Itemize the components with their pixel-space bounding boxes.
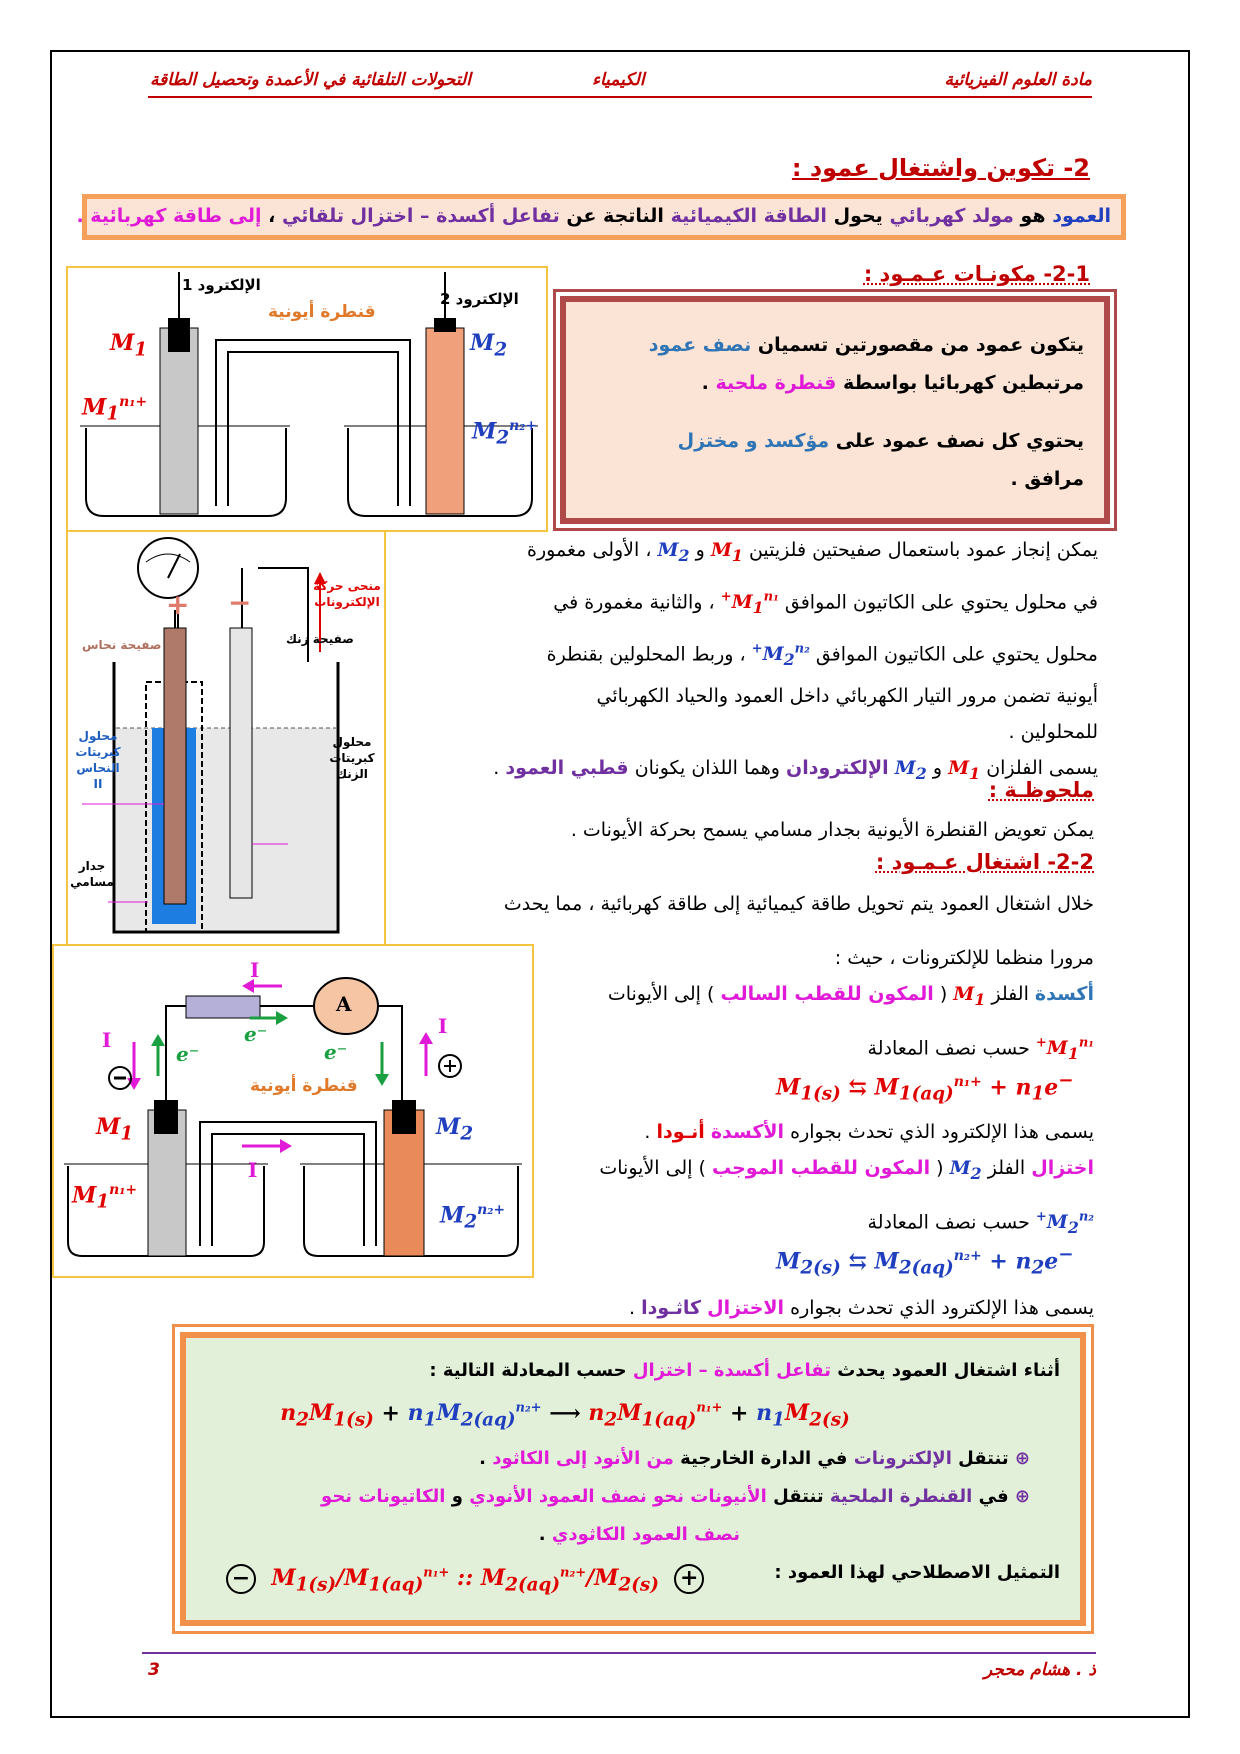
fig2-copper-solution-label: محلول كبريتات النحاس II xyxy=(75,729,121,791)
figure-3 xyxy=(52,944,534,1278)
red-M2: $M_2$ xyxy=(949,1157,982,1183)
sum-b2h: . xyxy=(538,1523,546,1545)
sum-b1d: من الأنود إلى الكاثود xyxy=(492,1447,674,1469)
fig3-current-right: I xyxy=(438,1014,448,1038)
figure-1 xyxy=(66,266,548,532)
def-t1: هو xyxy=(1020,205,1046,227)
comp-l2b: قنطرة ملحية xyxy=(715,372,837,394)
footer-author: ذ . هشام محجر xyxy=(983,1660,1096,1680)
components-box xyxy=(560,296,1110,524)
fig2-wall-label: جدار مسامي xyxy=(70,859,114,889)
fig1-M1-ion-label: $M_1^{n_1+}$ xyxy=(82,394,148,425)
sum-b2g: نصف العمود الكاثودي xyxy=(551,1523,740,1545)
p1-d: في محلول يحتوي على الكاتيون الموافق xyxy=(784,591,1098,614)
electrode-2 xyxy=(426,328,464,514)
fig3-current-arrowhead-right xyxy=(419,1032,433,1044)
def-t6: تفاعل أكسدة – اختزال تلقائي xyxy=(281,205,560,227)
def-t3: يحول xyxy=(833,205,883,227)
sum-b1c: في الدارة الخارجية xyxy=(680,1447,848,1469)
red-f: حسب نصف المعادلة xyxy=(867,1211,1030,1234)
ox-M1: $M_1$ xyxy=(953,983,986,1009)
p2-b: و xyxy=(932,757,943,780)
fig3-electron-arrowhead-top xyxy=(276,1011,288,1025)
fig3-ammeter-label: A xyxy=(336,992,352,1016)
header-unit: التحولات التلقائية في الأعمدة وتحصيل الطاقة xyxy=(150,70,471,90)
sum-b1e: . xyxy=(479,1447,487,1469)
def-t5: الناتجة عن xyxy=(566,205,664,227)
p2-M2: $M_2$ xyxy=(894,757,927,783)
ox-a: أكسدة xyxy=(1034,983,1094,1005)
comp-l1a: يتكون عمود من مقصورتين تسميان xyxy=(757,334,1084,356)
red-g: يسمى هذا الإلكترود الذي تحدث بجواره xyxy=(790,1297,1094,1319)
fig3-M1-ion-label: $M_1^{n_1+}$ xyxy=(72,1182,138,1213)
ox-f: حسب نصف المعادلة xyxy=(867,1037,1030,1060)
p1-a: يمكن إنجاز عمود باستعمال صفيحتين فلزيتين xyxy=(748,539,1098,561)
bridge-inner xyxy=(228,352,398,506)
electrode-1 xyxy=(160,328,198,514)
sum-b2e: و xyxy=(451,1485,463,1507)
fig2-minus: − xyxy=(228,586,252,619)
ox-i: أنـودا xyxy=(656,1121,705,1143)
header-rule xyxy=(148,96,1092,98)
ox-d: المكون للقطب السالب xyxy=(720,983,934,1005)
sum-b2b: القنطرة الملحية xyxy=(829,1485,973,1507)
footer-rule xyxy=(142,1652,1096,1654)
sum-l1a: أثناء اشتغال العمود يحدث xyxy=(837,1360,1060,1381)
p1-b: و xyxy=(695,539,705,561)
functioning-title: 2-2- اشتغال عـمـود : xyxy=(875,850,1094,874)
p1-M1: $M_1$ xyxy=(710,539,743,565)
fig3-resistor xyxy=(186,996,260,1018)
def-t4: الطاقة الكيميائية xyxy=(670,205,827,227)
electrode-2-clip xyxy=(434,318,456,332)
fig3-electron-left: e⁻ xyxy=(176,1042,200,1066)
red-b: الفلز xyxy=(987,1157,1026,1179)
red-i: كاثـودا xyxy=(641,1297,702,1319)
sum-l1c: حسب المعادلة التالية : xyxy=(429,1360,627,1381)
fig1-M1-label: $M_1$ xyxy=(110,330,148,361)
section-title: 2- تكوين واشتغال عمود : xyxy=(791,154,1090,182)
footer-page: 3 xyxy=(148,1660,160,1680)
comp-l1b: نصف عمود xyxy=(648,334,752,356)
fig3-electron-top: e⁻ xyxy=(244,1022,268,1046)
sum-b1a: تنتقل xyxy=(958,1447,1009,1469)
oxidation-equation: $M_{1(s)}$ ⇆ $M_{1(aq)}^{n_1+} + n_1e^-$ xyxy=(776,1070,1074,1105)
definition-box xyxy=(76,194,1126,240)
anode-text xyxy=(494,1114,1094,1150)
sum-b1b: الإلكترونات xyxy=(853,1447,952,1469)
fig3-electron-arrowhead-right xyxy=(375,1074,389,1086)
fig3-current-bridge: I xyxy=(248,1158,258,1182)
p2-M1: $M_1$ xyxy=(948,757,981,783)
red-c: ( xyxy=(936,1157,944,1179)
def-t8: إلى طاقة كهربائية . xyxy=(76,205,262,227)
p1-h: أيونية تضمن مرور التيار الكهربائي داخل العمود والحياد الكهربائي xyxy=(596,685,1098,708)
fig1-electrode2-label: الإلكترود 2 xyxy=(440,290,519,308)
fig2-copper-plate-label: صفيحة نحاس xyxy=(82,638,162,652)
fig3-M2-label: $M_2$ xyxy=(436,1114,474,1145)
header-branch: الكيمياء xyxy=(592,70,645,90)
bullet-1-icon: ⊕ xyxy=(1014,1447,1030,1469)
sum-rep: التمثيل الاصطلاحي لهذا العمود : xyxy=(774,1561,1060,1583)
red-h: الاختزال xyxy=(707,1297,785,1319)
summary-equation: $n_2M_{1(s)} + n_1M_{2(aq)}^{n_2+}$ ⟶ $n_2M_{1(aq)}^{n_1+} + n_1M_{2(s)}$ xyxy=(280,1400,850,1431)
comp-l2a: مرتبطين كهربائيا بواسطة xyxy=(842,372,1084,394)
fig3-electrode-2-clip xyxy=(392,1100,416,1134)
fig3-bridge-outer xyxy=(200,1122,376,1246)
red-e: ) إلى الأيونات xyxy=(599,1157,706,1179)
fig2-plus: + xyxy=(166,588,190,621)
bullet-2-icon: ⊕ xyxy=(1014,1485,1030,1507)
def-t7: ، xyxy=(268,205,276,227)
def-t2: مولد كهربائي xyxy=(889,205,1014,227)
note-text: يمكن تعويض القنطرة الأيونية بجدار مسامي يسمح بحركة الأيونات . xyxy=(570,819,1094,841)
comp-l4: مرافق . xyxy=(1010,468,1084,490)
sum-b2f: الكاتيونات نحو xyxy=(321,1485,446,1507)
fig1-M2-label: $M_2$ xyxy=(470,330,508,361)
p1-i: للمحلولين . xyxy=(1008,721,1098,744)
fig3-M2-ion-label: $M_2^{n_2+}$ xyxy=(440,1202,506,1233)
fig2-zinc-plate-label: صفيحة زنك xyxy=(286,632,354,646)
red-M2-ion: $M_2^{n_2+}$ xyxy=(1035,1209,1094,1237)
red-a: اختزال xyxy=(1031,1157,1094,1179)
red-d: المكون للقطب الموجب xyxy=(712,1157,931,1179)
p2-e: قطبي العمود xyxy=(505,757,629,780)
p2-f: . xyxy=(493,757,500,780)
fig3-electron-arrowhead-left xyxy=(151,1034,165,1046)
components-paragraph xyxy=(398,532,1098,792)
summary-box xyxy=(180,1332,1086,1626)
fig1-electrode1-label: الإلكترود 1 xyxy=(182,276,261,294)
header-subject: مادة العلوم الفيزيائية xyxy=(944,70,1092,90)
fig3-electrode-1-clip xyxy=(154,1100,178,1134)
fig2-zinc-plate xyxy=(230,628,252,898)
p1-g: ، وربط المحلولين بقنطرة xyxy=(546,643,746,666)
fig2-zinc-solution-label: محلول كبريتات الزنك xyxy=(329,735,375,781)
sum-l1b: تفاعل أكسدة – اختزال xyxy=(632,1360,832,1381)
reduction-text xyxy=(494,1150,1094,1246)
fig1-M2-ion-label: $M_2^{n_2+}$ xyxy=(472,418,538,449)
cathode-text xyxy=(194,1290,1094,1326)
fig3-current-left: I xyxy=(102,1028,112,1052)
components-title: 2-1- مكونـات عـمـود : xyxy=(863,262,1090,286)
def-term: العمود xyxy=(1052,205,1111,227)
fig2-direction-label: منحى حركة الإلكترونات xyxy=(313,579,381,609)
positive-pole-icon: + xyxy=(674,1564,704,1594)
red-j: . xyxy=(628,1297,636,1319)
electrode-1-clip xyxy=(168,318,190,352)
p1-e: ، والثانية مغمورة في xyxy=(553,591,715,614)
comp-l3b: مؤكسد و مختزل xyxy=(677,430,830,452)
ox-g: يسمى هذا الإلكترود الذي تحدث بجواره xyxy=(790,1121,1094,1143)
p1-M2: $M_2$ xyxy=(657,539,690,565)
oxidation-text xyxy=(494,976,1094,1072)
fig2-wire-right xyxy=(258,568,308,662)
ox-b: الفلز xyxy=(991,983,1029,1005)
sum-b2d: الأنيونات نحو نصف العمود الأنودي xyxy=(469,1485,767,1507)
sum-b2a: في xyxy=(978,1485,1009,1507)
ox-M1-ion: $M_1^{n_1+}$ xyxy=(1035,1035,1094,1063)
comp-l3a: يحتوي كل نصف عمود على xyxy=(835,430,1084,452)
reduction-equation: $M_{2(s)}$ ⇆ $M_{2(aq)}^{n_2+} + n_2e^-$ xyxy=(776,1244,1074,1279)
p1-f: محلول يحتوي على الكاتيون الموافق xyxy=(815,643,1098,666)
ox-e: ) إلى الأيونات xyxy=(607,983,715,1005)
functioning-line-1: خلال اشتغال العمود يتم تحويل طاقة كيميائية إلى طاقة كهربائية ، مما يحدث xyxy=(503,893,1094,915)
fig3-current-top: I xyxy=(250,958,260,982)
fig3-bridge-label: قنطرة أيونية xyxy=(250,1076,358,1096)
fig3-electron-right: e⁻ xyxy=(324,1040,348,1064)
fig3-M1-label: $M_1$ xyxy=(96,1114,134,1145)
fig2-copper-plate xyxy=(164,628,186,904)
fig3-bridge-inner xyxy=(212,1134,364,1246)
p1-c: ، الأولى مغمورة xyxy=(527,539,652,561)
note-title: ملحوظـة : xyxy=(988,778,1094,802)
ox-j: . xyxy=(644,1121,651,1143)
comp-l2c: . xyxy=(701,372,709,394)
bridge-outer xyxy=(216,340,410,506)
sum-b2c: تنتقل xyxy=(773,1485,824,1507)
fig1-bridge-label: قنطرة أيونية xyxy=(268,302,376,322)
p2-a: يسمى الفلزان xyxy=(986,757,1098,780)
cell-representation: − $M_{1(s)}/M_{1(aq)}^{n_1+}$ :: $M_{2(aq)}^{n_2+}/M_{2(s)}$ + xyxy=(226,1564,704,1595)
p1-M1-ion: $M_1^{n_1+}$ xyxy=(720,589,779,617)
fig3-current-arrowhead-bridge xyxy=(280,1139,292,1153)
p2-d: وهما اللذان يكونان xyxy=(634,757,780,780)
ox-c: ( xyxy=(939,983,948,1005)
p2-c: الإلكترودان xyxy=(785,757,889,780)
negative-pole-icon: − xyxy=(226,1564,256,1594)
functioning-line-2: مرورا منظما للإلكترونات ، حيث : xyxy=(834,947,1094,969)
ox-h: الأكسدة xyxy=(710,1121,785,1143)
p1-M2-ion: $M_2^{n_2+}$ xyxy=(751,641,810,670)
